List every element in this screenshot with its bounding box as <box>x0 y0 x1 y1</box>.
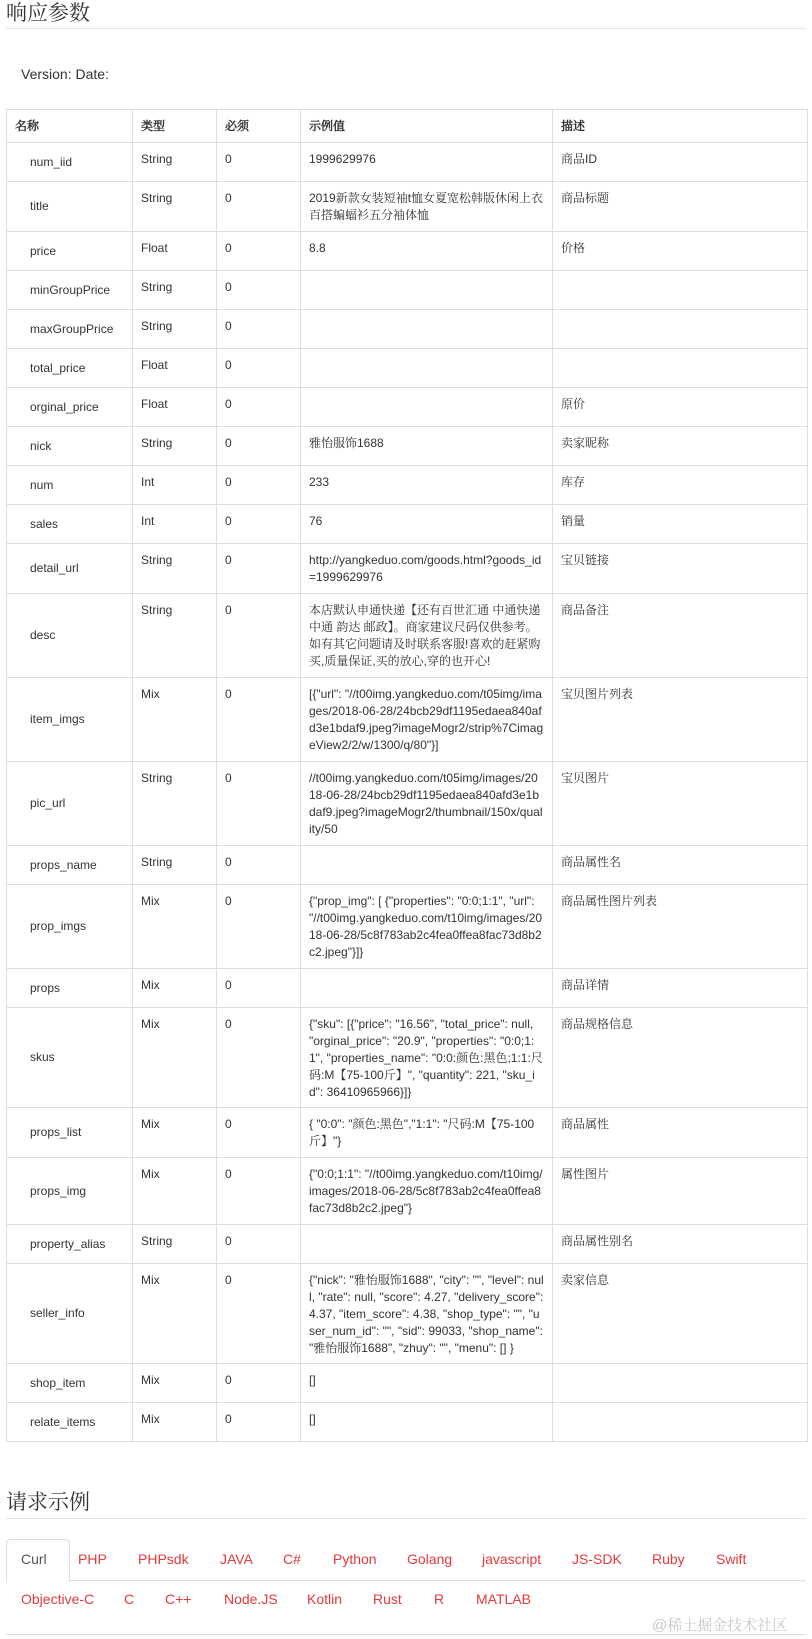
param-example: 8.8 <box>301 232 553 271</box>
param-name: maxGroupPrice <box>7 310 133 349</box>
param-required: 0 <box>217 505 301 544</box>
param-required: 0 <box>217 232 301 271</box>
table-row <box>7 271 808 310</box>
param-type: String <box>133 427 217 466</box>
tab-r[interactable]: R <box>434 1591 445 1607</box>
param-required: 0 <box>217 466 301 505</box>
param-description: 原价 <box>553 388 808 427</box>
param-description: 库存 <box>553 466 808 505</box>
param-description: 商品ID <box>553 143 808 182</box>
tab-js-sdk[interactable]: JS-SDK <box>572 1551 622 1567</box>
param-type: Mix <box>133 678 217 762</box>
tab-phpsdk[interactable]: PHPsdk <box>138 1551 189 1567</box>
param-type: Mix <box>133 1264 217 1364</box>
param-example: [] <box>301 1403 553 1442</box>
param-type: Float <box>133 232 217 271</box>
table-row <box>7 846 808 885</box>
table-row <box>7 885 808 969</box>
param-required: 0 <box>217 143 301 182</box>
param-example: {"prop_img": [ {"properties": "0:0;1:1", "url": "//t00img.yangkeduo.com/t10img/images/2018-06-28/5c8f783ab2c4fea0ffea8fac73d8b2c2.jpeg"}]} <box>301 885 553 969</box>
param-required: 0 <box>217 678 301 762</box>
response-params-table <box>6 109 808 1442</box>
param-type: String <box>133 1225 217 1264</box>
table-row <box>7 1158 808 1225</box>
table-row <box>7 969 808 1008</box>
param-description: 商品属性图片列表 <box>553 885 808 969</box>
param-type: String <box>133 594 217 678</box>
param-example: 本店默认申通快递【还有百世汇通 中通快递 中通 韵达 邮政】。商家建议尺码仅供参考。如有其它问题请及时联系客服!喜欢的赶紧购买,质量保证,买的放心,穿的也开心! <box>301 594 553 678</box>
param-example: [{"url": "//t00img.yangkeduo.com/t05img/images/2018-06-28/24bcb29df1195edaea840afd3e1bdaf9.jpeg?imageMogr2/strip%7CimageView2/2/w/1300/q/80"}] <box>301 678 553 762</box>
param-type: Mix <box>133 1403 217 1442</box>
heading-divider <box>6 28 806 29</box>
param-required: 0 <box>217 1364 301 1403</box>
param-type: Mix <box>133 885 217 969</box>
tab-csharp[interactable]: C# <box>283 1551 301 1567</box>
param-example: 2019新款女装短袖t恤女夏宽松韩版休闲上衣百搭蝙蝠衫五分袖体恤 <box>301 182 553 232</box>
param-required: 0 <box>217 594 301 678</box>
param-example: {"0:0;1:1": "//t00img.yangkeduo.com/t10img/images/2018-06-28/5c8f783ab2c4fea0ffea8fac73d8b2c2.jpeg"} <box>301 1158 553 1225</box>
param-name: detail_url <box>7 544 133 594</box>
param-description <box>553 349 808 388</box>
param-description: 商品规格信息 <box>553 1008 808 1108</box>
param-description <box>553 310 808 349</box>
param-example: {"sku": [{"price": "16.56", "total_price": null, "orginal_price": "20.9", "properties": "0:0;1:1", "properties_name": "0:0:颜色:黑色;1:1:尺码:M【75-100斤】", "quantity": 221, "sku_id": 36410965966}]} <box>301 1008 553 1108</box>
param-required: 0 <box>217 885 301 969</box>
table-row <box>7 544 808 594</box>
table-row <box>7 1364 808 1403</box>
param-required: 0 <box>217 846 301 885</box>
param-example: { "0:0": "颜色:黑色","1:1": "尺码:M【75-100斤】"} <box>301 1108 553 1158</box>
param-example <box>301 846 553 885</box>
param-required: 0 <box>217 271 301 310</box>
param-description: 销量 <box>553 505 808 544</box>
param-description: 价格 <box>553 232 808 271</box>
col-header-type: 类型 <box>133 110 217 143</box>
param-type: String <box>133 310 217 349</box>
table-row <box>7 182 808 232</box>
param-type: Int <box>133 466 217 505</box>
param-required: 0 <box>217 1008 301 1108</box>
table-row <box>7 594 808 678</box>
param-name: shop_item <box>7 1364 133 1403</box>
param-example <box>301 349 553 388</box>
tab-python[interactable]: Python <box>333 1551 377 1567</box>
param-name: props <box>7 969 133 1008</box>
param-description: 商品属性名 <box>553 846 808 885</box>
param-example: 1999629976 <box>301 143 553 182</box>
param-required: 0 <box>217 762 301 846</box>
param-required: 0 <box>217 349 301 388</box>
table-row <box>7 1403 808 1442</box>
param-name: total_price <box>7 349 133 388</box>
param-name: props_name <box>7 846 133 885</box>
param-name: orginal_price <box>7 388 133 427</box>
param-required: 0 <box>217 1158 301 1225</box>
param-type: Int <box>133 505 217 544</box>
param-type: String <box>133 271 217 310</box>
param-example <box>301 271 553 310</box>
tab-rust[interactable]: Rust <box>373 1591 402 1607</box>
param-required: 0 <box>217 1108 301 1158</box>
param-example: http://yangkeduo.com/goods.html?goods_id=1999629976 <box>301 544 553 594</box>
param-required: 0 <box>217 182 301 232</box>
table-row <box>7 1008 808 1108</box>
param-name: prop_imgs <box>7 885 133 969</box>
param-type: String <box>133 544 217 594</box>
table-row <box>7 388 808 427</box>
request-example-heading: 请求示例 <box>6 1491 90 1514</box>
watermark: @稀土掘金技术社区 <box>652 1617 788 1634</box>
tab-matlab[interactable]: MATLAB <box>476 1591 531 1607</box>
param-name: num <box>7 466 133 505</box>
tab-javascript[interactable]: javascript <box>482 1551 542 1567</box>
param-example: 雅怡服饰1688 <box>301 427 553 466</box>
param-required: 0 <box>217 544 301 594</box>
param-required: 0 <box>217 388 301 427</box>
param-required: 0 <box>217 1225 301 1264</box>
tab-ruby[interactable]: Ruby <box>652 1551 685 1567</box>
param-name: num_iid <box>7 143 133 182</box>
param-type: Float <box>133 349 217 388</box>
param-type: Mix <box>133 1364 217 1403</box>
col-header-example: 示例值 <box>301 110 553 143</box>
param-example: 233 <box>301 466 553 505</box>
tabs-divider <box>6 1580 806 1581</box>
table-row <box>7 143 808 182</box>
param-name: props_img <box>7 1158 133 1225</box>
param-description: 属性图片 <box>553 1158 808 1225</box>
param-required: 0 <box>217 969 301 1008</box>
param-description: 商品属性别名 <box>553 1225 808 1264</box>
param-description: 宝贝图片 <box>553 762 808 846</box>
tab-c[interactable]: C <box>124 1591 135 1607</box>
param-required: 0 <box>217 310 301 349</box>
param-description <box>553 1364 808 1403</box>
tab-java[interactable]: JAVA <box>220 1551 253 1567</box>
param-name: price <box>7 232 133 271</box>
param-type: String <box>133 762 217 846</box>
col-header-name: 名称 <box>7 110 133 143</box>
tab-kotlin[interactable]: Kotlin <box>307 1591 343 1607</box>
param-description <box>553 1403 808 1442</box>
tab-cpp[interactable]: C++ <box>165 1591 192 1607</box>
table-row <box>7 1264 808 1364</box>
param-description: 卖家昵称 <box>553 427 808 466</box>
tab-curl[interactable]: Curl <box>21 1551 47 1567</box>
param-name: relate_items <box>7 1403 133 1442</box>
param-example <box>301 310 553 349</box>
tab-node-js[interactable]: Node.JS <box>224 1591 278 1607</box>
param-type: Mix <box>133 1008 217 1108</box>
param-description: 商品详情 <box>553 969 808 1008</box>
param-name: skus <box>7 1008 133 1108</box>
param-name: title <box>7 182 133 232</box>
param-example <box>301 1225 553 1264</box>
param-type: Mix <box>133 1158 217 1225</box>
param-type: Mix <box>133 1108 217 1158</box>
param-description: 宝贝图片列表 <box>553 678 808 762</box>
table-row <box>7 762 808 846</box>
param-name: property_alias <box>7 1225 133 1264</box>
table-row <box>7 1225 808 1264</box>
param-example: {"nick": "雅怡服饰1688", "city": "", "level": null, "rate": null, "score": 4.27, "delivery_score": 4.37, "item_score": 4.38, "shop_type": "", "user_num_id": "", "sid": 99033, "shop_name": "雅怡服饰1688", "zhuy": "", "menu": [] } <box>301 1264 553 1364</box>
param-required: 0 <box>217 427 301 466</box>
param-type: String <box>133 182 217 232</box>
tab-php[interactable]: PHP <box>78 1551 107 1567</box>
tab-golang[interactable]: Golang <box>407 1551 453 1567</box>
param-type: String <box>133 143 217 182</box>
param-name: nick <box>7 427 133 466</box>
param-required: 0 <box>217 1403 301 1442</box>
param-description: 商品属性 <box>553 1108 808 1158</box>
response-params-heading: 响应参数 <box>6 2 90 25</box>
table-row <box>7 1108 808 1158</box>
table-row <box>7 505 808 544</box>
param-name: sales <box>7 505 133 544</box>
param-example: 76 <box>301 505 553 544</box>
table-row <box>7 678 808 762</box>
param-example <box>301 969 553 1008</box>
param-description: 宝贝链接 <box>553 544 808 594</box>
col-header-description: 描述 <box>553 110 808 143</box>
param-required: 0 <box>217 1264 301 1364</box>
table-header-row <box>7 110 808 143</box>
param-name: desc <box>7 594 133 678</box>
param-description: 卖家信息 <box>553 1264 808 1364</box>
tab-swift[interactable]: Swift <box>716 1551 747 1567</box>
param-name: pic_url <box>7 762 133 846</box>
col-header-required: 必须 <box>217 110 301 143</box>
param-description <box>553 271 808 310</box>
param-example <box>301 388 553 427</box>
table-row <box>7 427 808 466</box>
param-example: [] <box>301 1364 553 1403</box>
table-row <box>7 310 808 349</box>
param-name: item_imgs <box>7 678 133 762</box>
param-description: 商品备注 <box>553 594 808 678</box>
table-row <box>7 232 808 271</box>
heading-divider <box>6 1518 806 1519</box>
param-name: minGroupPrice <box>7 271 133 310</box>
tab-objective-c[interactable]: Objective-C <box>21 1591 95 1607</box>
param-type: String <box>133 846 217 885</box>
table-row <box>7 349 808 388</box>
param-type: Mix <box>133 969 217 1008</box>
param-name: seller_info <box>7 1264 133 1364</box>
version-line: Version: Date: <box>21 66 109 82</box>
param-description: 商品标题 <box>553 182 808 232</box>
param-name: props_list <box>7 1108 133 1158</box>
table-row <box>7 466 808 505</box>
param-type: Float <box>133 388 217 427</box>
param-example: //t00img.yangkeduo.com/t05img/images/2018-06-28/24bcb29df1195edaea840afd3e1bdaf9.jpeg?imageMogr2/thumbnail/150x/quality/50 <box>301 762 553 846</box>
